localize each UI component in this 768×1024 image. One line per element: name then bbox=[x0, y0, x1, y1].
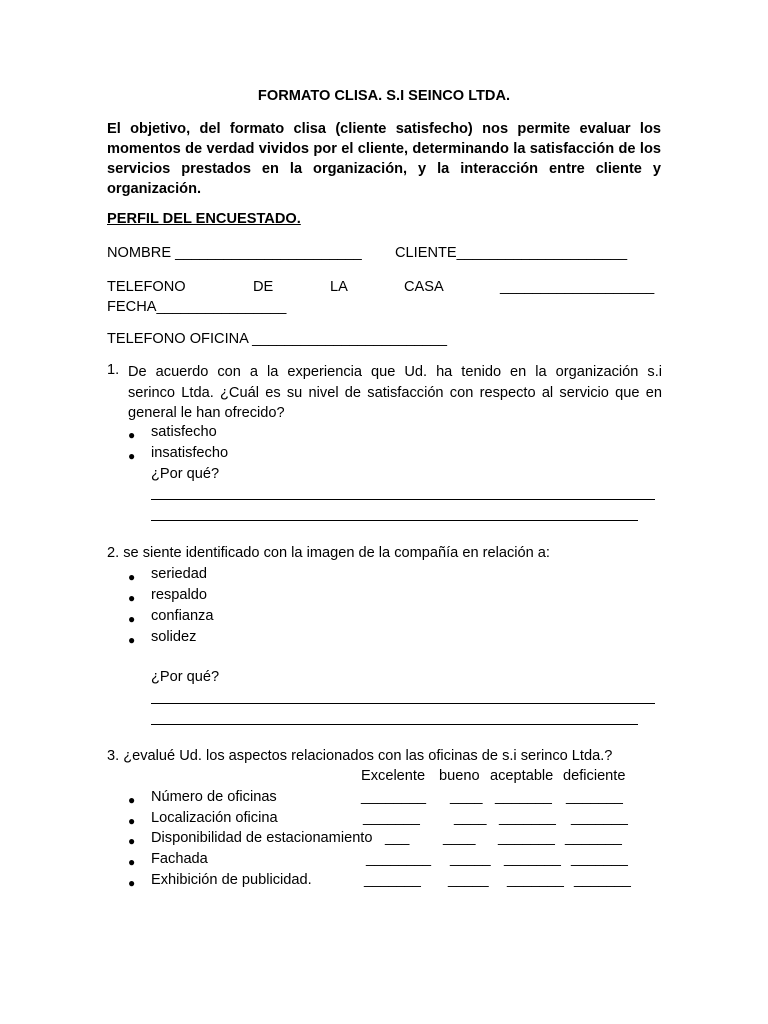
rating-blank[interactable]: _______ bbox=[364, 872, 421, 888]
item-label: Exhibición de publicidad. bbox=[151, 872, 312, 888]
rating-blank[interactable]: _______ bbox=[498, 830, 555, 846]
q1-answer-line-1[interactable] bbox=[151, 499, 655, 500]
rating-blank[interactable]: ____ bbox=[443, 830, 476, 846]
scale-aceptable: aceptable bbox=[490, 768, 554, 784]
rating-blank[interactable]: ____ bbox=[454, 810, 487, 826]
telefono-casa-field[interactable]: ___________________ bbox=[500, 279, 655, 295]
q1-why-label: ¿Por qué? bbox=[151, 466, 220, 482]
question-1-line: general le han ofrecido? bbox=[128, 405, 285, 422]
bullet-icon: ● bbox=[128, 855, 136, 869]
telefono-label-word: TELEFONO bbox=[107, 279, 186, 295]
question-3: 3. ¿evalué Ud. los aspectos relacionados con las oficinas de s.i serinco Ltda.? bbox=[107, 748, 613, 764]
option-respaldo[interactable]: respaldo bbox=[151, 587, 207, 603]
telefono-oficina-field[interactable]: TELEFONO OFICINA ________________________ bbox=[107, 331, 447, 347]
scale-excelente: Excelente bbox=[361, 768, 426, 784]
rating-blank[interactable]: ________ bbox=[366, 851, 431, 867]
question-1-number: 1. bbox=[107, 362, 120, 378]
bullet-icon: ● bbox=[128, 612, 136, 626]
item-label: Número de oficinas bbox=[151, 789, 277, 805]
item-label: Localización oficina bbox=[151, 810, 278, 826]
rating-blank[interactable]: _______ bbox=[495, 789, 552, 805]
question-1-line: serinco Ltda. ¿Cuál es su nivel de satisfacción con respecto al servicio que en bbox=[128, 384, 662, 401]
bullet-icon: ● bbox=[128, 633, 136, 647]
de-label-word: DE bbox=[253, 279, 274, 295]
nombre-field[interactable]: NOMBRE _______________________ bbox=[107, 245, 362, 261]
bullet-icon: ● bbox=[128, 428, 136, 442]
bullet-icon: ● bbox=[128, 449, 136, 463]
scale-bueno: bueno bbox=[439, 768, 480, 784]
bullet-icon: ● bbox=[128, 570, 136, 584]
bullet-icon: ● bbox=[128, 834, 136, 848]
fecha-field[interactable]: FECHA________________ bbox=[107, 299, 287, 315]
q2-answer-line-1[interactable] bbox=[151, 703, 655, 704]
option-solidez[interactable]: solidez bbox=[151, 629, 197, 645]
bullet-icon: ● bbox=[128, 591, 136, 605]
document-title: FORMATO CLISA. S.I SEINCO LTDA. bbox=[257, 88, 511, 104]
rating-blank[interactable]: ________ bbox=[361, 789, 426, 805]
la-label-word: LA bbox=[330, 279, 348, 295]
casa-label-word: CASA bbox=[404, 279, 444, 295]
rating-blank[interactable]: ____ bbox=[450, 789, 483, 805]
rating-blank[interactable]: _______ bbox=[565, 830, 622, 846]
item-label: Disponibilidad de estacionamiento bbox=[151, 830, 373, 846]
option-confianza[interactable]: confianza bbox=[151, 608, 214, 624]
rating-blank[interactable]: _______ bbox=[571, 851, 628, 867]
intro-paragraph: El objetivo, del formato clisa (cliente satisfecho) nos permite evaluar los momentos de verdad vividos por el cliente, determinando la satisfacción de los servicios prestados en la organización, y la interacción entre cliente y organización. bbox=[107, 121, 661, 197]
rating-blank[interactable]: _______ bbox=[507, 872, 564, 888]
cliente-field[interactable]: CLIENTE_____________________ bbox=[395, 245, 628, 261]
bullet-icon: ● bbox=[128, 814, 136, 828]
option-insatisfecho[interactable]: insatisfecho bbox=[151, 445, 229, 461]
scale-deficiente: deficiente bbox=[563, 768, 626, 784]
perfil-heading: PERFIL DEL ENCUESTADO. bbox=[107, 211, 301, 227]
rating-blank[interactable]: _____ bbox=[448, 872, 489, 888]
rating-blank[interactable]: _____ bbox=[450, 851, 491, 867]
question-2: 2. se siente identificado con la imagen de la compañía en relación a: bbox=[107, 545, 550, 561]
q2-answer-line-2[interactable] bbox=[151, 724, 638, 725]
q2-why-label: ¿Por qué? bbox=[151, 669, 220, 685]
rating-blank[interactable]: _______ bbox=[571, 810, 628, 826]
rating-blank[interactable]: _______ bbox=[499, 810, 556, 826]
item-label: Fachada bbox=[151, 851, 208, 867]
option-seriedad[interactable]: seriedad bbox=[151, 566, 207, 582]
rating-blank[interactable]: _______ bbox=[363, 810, 420, 826]
rating-blank[interactable]: _______ bbox=[566, 789, 623, 805]
bullet-icon: ● bbox=[128, 876, 136, 890]
bullet-icon: ● bbox=[128, 793, 136, 807]
option-satisfecho[interactable]: satisfecho bbox=[151, 424, 217, 440]
q1-answer-line-2[interactable] bbox=[151, 520, 638, 521]
question-1-line: De acuerdo con a la experiencia que Ud. ha tenido en la organización s.i bbox=[128, 364, 662, 380]
rating-blank[interactable]: ___ bbox=[385, 830, 410, 846]
rating-blank[interactable]: _______ bbox=[574, 872, 631, 888]
rating-blank[interactable]: _______ bbox=[504, 851, 561, 867]
